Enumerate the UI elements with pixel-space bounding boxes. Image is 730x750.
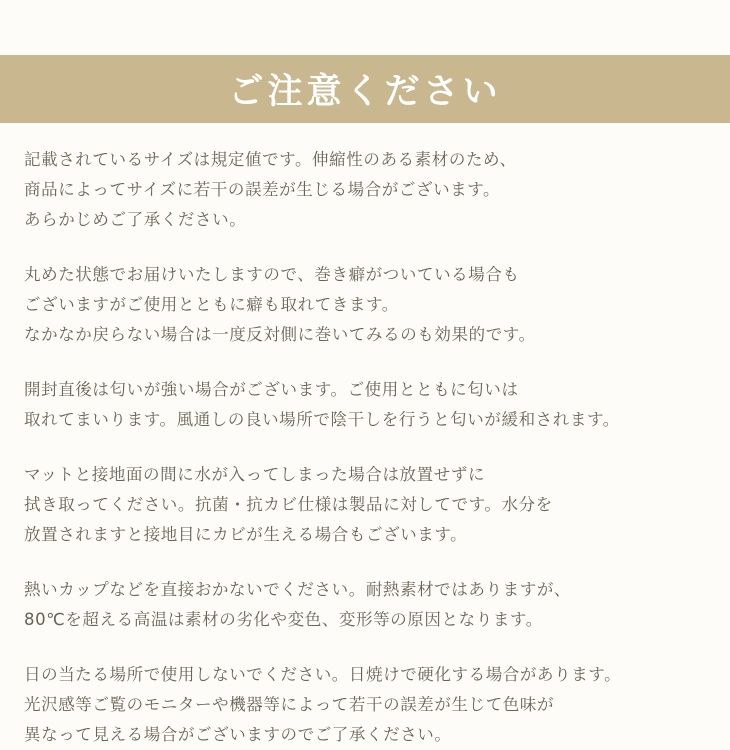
notice-line: 光沢感等ご覧のモニターや機器等によって若干の誤差が生じて色味が [24,695,555,714]
notice-line: マットと接地面の間に水が入ってしまった場合は放置せずに [24,465,486,484]
notice-line: 放置されますと接地目にカビが生える場合もございます。 [24,525,468,544]
notice-line: ございますがご使用とともに癖も取れてきます。 [24,295,399,314]
notice-line: 拭き取ってください。抗菌・抗カビ仕様は製品に対してです。水分を [24,495,553,514]
notice-line: 取れてまいります。風通しの良い場所で陰干しを行うと匂いが緩和されます。 [24,410,620,429]
notice-line: 商品によってサイズに若干の誤差が生じる場合がございます。 [24,180,501,199]
notice-header-band [0,55,730,123]
notice-line: 丸めた状態でお届けいたしますので、巻き癖がついている場合も [24,265,520,284]
notice-line: 80℃を超える高温は素材の劣化や変色、変形等の原因となります。 [24,610,543,629]
notice-line: 記載されているサイズは規定値です。伸縮性のある素材のため、 [24,150,517,169]
notice-line: 開封直後は匂いが強い場合がございます。ご使用とともに匂いは [24,380,519,399]
page-title: ご注意ください [228,72,502,112]
notice-paragraph [24,375,706,435]
notice-line: なかなか戻らない場合は一度反対側に巻いてみるのも効果的です。 [24,325,536,344]
notice-line: あらかじめご了承ください。 [24,210,247,229]
notice-line: 異なって見える場合がございますのでご了承ください。 [24,725,452,744]
notice-content [0,123,730,750]
notice-paragraph [24,260,706,350]
notice-line: 熱いカップなどを直接おかないでください。耐熱素材ではありますが、 [24,580,572,599]
notice-paragraph [24,460,706,550]
notice-paragraph [24,145,706,235]
notice-paragraph [24,660,706,750]
notice-line: 日の当たる場所で使用しないでください。日焼けで硬化する場合があります。 [24,665,622,684]
notice-paragraph [24,575,706,635]
